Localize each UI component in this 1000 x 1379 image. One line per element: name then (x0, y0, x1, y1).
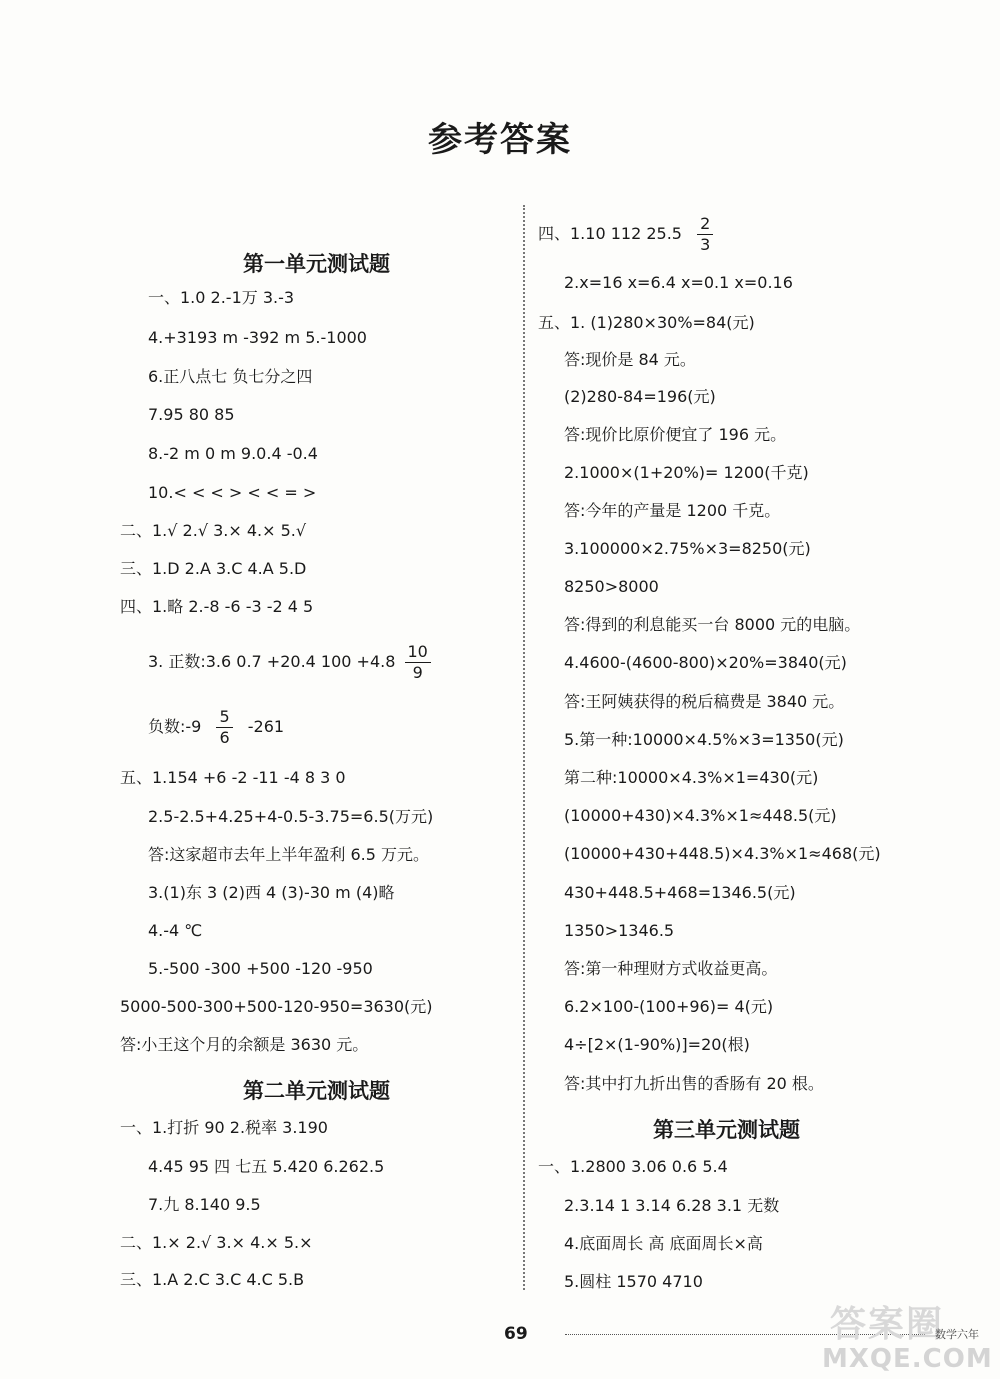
answer-line: 4.45 95 四 七五 5.420 6.262.5 (148, 1157, 385, 1176)
footer-tag: 数学六年 (935, 1328, 979, 1341)
answer-line: 五、1.154 +6 -2 -11 -4 8 3 0 (120, 768, 346, 787)
answer-line: 2.x=16 x=6.4 x=0.1 x=0.16 (564, 273, 793, 292)
positives-line (148, 640, 435, 684)
answer-line: 8250>8000 (564, 577, 659, 596)
fraction-numerator: 2 (697, 214, 713, 235)
unit2-heading: 第二单元测试题 (243, 1079, 390, 1103)
answer-line: 2.3.14 1 3.14 6.28 3.1 无数 (564, 1196, 780, 1215)
answer-line: 10.< < < > < < = > (148, 483, 317, 502)
answer-line: 四、1.略 2.-8 -6 -3 -2 4 5 (120, 597, 314, 616)
fraction-denominator: 6 (219, 728, 230, 747)
positives-text: 3. 正数:3.6 0.7 +20.4 100 +4.8 (148, 652, 396, 671)
answer-line: 4.-4 ℃ (148, 921, 203, 940)
answer-line: 5.-500 -300 +500 -120 -950 (148, 959, 373, 978)
answer-line: (10000+430+448.5)×4.3%×1≈468(元) (564, 844, 881, 863)
watermark-logo-text: 答案圈 (830, 1304, 945, 1345)
answer-line: 答:今年的产量是 1200 千克。 (564, 501, 781, 520)
answer-line: 答:第一种理财方式收益更高。 (564, 959, 778, 978)
answer-line: 4.底面周长 高 底面周长×高 (564, 1234, 763, 1253)
negatives-suffix: -261 (247, 717, 285, 736)
page-number: 69 (504, 1324, 528, 1344)
answer-line: 1350>1346.5 (564, 921, 675, 940)
answer-line: 答:得到的利息能买一台 8000 元的电脑。 (564, 615, 861, 634)
fraction (697, 214, 713, 255)
answer-line: 第二种:10000×4.3%×1=430(元) (564, 768, 819, 787)
answer-line: 一、1.2800 3.06 0.6 5.4 (538, 1157, 728, 1176)
answer-line: 答:其中打九折出售的香肠有 20 根。 (564, 1074, 824, 1093)
unit1-heading: 第一单元测试题 (243, 252, 390, 276)
answer-line: 三、1.D 2.A 3.C 4.A 5.D (120, 559, 307, 578)
answer-line: 3.100000×2.75%×3=8250(元) (564, 539, 811, 558)
answer-line: 二、1.√ 2.√ 3.× 4.× 5.√ (120, 521, 307, 540)
answer-line: 答:现价比原价便宜了 196 元。 (564, 425, 787, 444)
answer-line: 二、1.× 2.√ 3.× 4.× 5.× (120, 1233, 313, 1252)
answer-line: 答:小王这个月的余额是 3630 元。 (120, 1035, 369, 1054)
answer-line: 6.2×100-(100+96)= 4(元) (564, 997, 774, 1016)
answer-line: 4.4600-(4600-800)×20%=3840(元) (564, 653, 847, 672)
fraction (216, 707, 232, 748)
fraction-numerator: 5 (216, 707, 232, 728)
negatives-text: 负数:-9 (148, 717, 202, 736)
negatives-line (148, 705, 284, 749)
fraction (405, 642, 431, 683)
answer-line: 4.+3193 m -392 m 5.-1000 (148, 328, 367, 347)
answer-line: 3.(1)东 3 (2)西 4 (3)-30 m (4)略 (148, 883, 395, 902)
watermark-url: MXQE.COM (822, 1344, 993, 1374)
answer-line: 2.1000×(1+20%)= 1200(千克) (564, 463, 809, 482)
fraction-numerator: 10 (405, 642, 431, 663)
column-divider (523, 205, 525, 1290)
answer-line: 4÷[2×(1-90%)]=20(根) (564, 1035, 750, 1054)
answer-line: 430+448.5+468=1346.5(元) (564, 883, 796, 902)
four-text: 四、1.10 112 25.5 (538, 224, 682, 243)
answer-line: (2)280-84=196(元) (564, 387, 716, 406)
answer-line: 2.5-2.5+4.25+4-0.5-3.75=6.5(万元) (148, 807, 434, 826)
answer-line: 6.正八点七 负七分之四 (148, 367, 313, 386)
fraction-denominator: 3 (700, 235, 711, 254)
answer-line: 5.圆柱 1570 4710 (564, 1272, 703, 1291)
answer-line: 答:这家超市去年上半年盈利 6.5 万元。 (148, 845, 430, 864)
answer-line: 三、1.A 2.C 3.C 4.C 5.B (120, 1270, 305, 1289)
fraction-denominator: 9 (412, 663, 423, 682)
answer-line: 五、1. (1)280×30%=84(元) (538, 313, 755, 332)
answer-line: 答:王阿姨获得的税后稿费是 3840 元。 (564, 692, 845, 711)
page-title: 参考答案 (428, 120, 572, 160)
answer-line: 一、1.0 2.-1万 3.-3 (148, 288, 295, 307)
answer-line: 答:现价是 84 元。 (564, 350, 696, 369)
answer-line: 8.-2 m 0 m 9.0.4 -0.4 (148, 444, 318, 463)
answer-line: 5.第一种:10000×4.5%×3=1350(元) (564, 730, 844, 749)
answer-line: 7.九 8.140 9.5 (148, 1195, 261, 1214)
answer-line: 一、1.打折 90 2.税率 3.190 (120, 1118, 328, 1137)
four-line (538, 212, 717, 256)
answer-line: 7.95 80 85 (148, 405, 235, 424)
answer-line: 5000-500-300+500-120-950=3630(元) (120, 997, 433, 1016)
answer-line: (10000+430)×4.3%×1≈448.5(元) (564, 806, 837, 825)
unit3-heading: 第三单元测试题 (653, 1118, 800, 1142)
